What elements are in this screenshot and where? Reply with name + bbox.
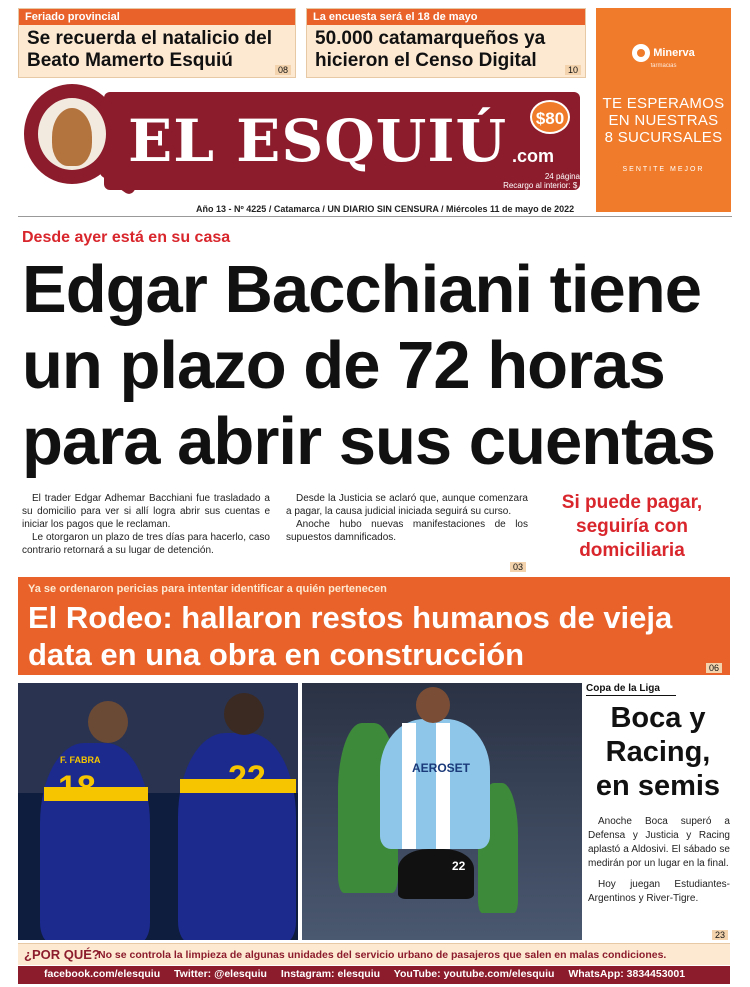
ad-brand-sub: farmacias [650, 63, 677, 69]
esquiu-figure-icon [52, 108, 92, 166]
jersey-number: 18 [58, 769, 96, 807]
surcharge: Recargo al interior: $ 2 [503, 181, 584, 190]
paragraph: Desde la Justicia se aclaró que, aunque comenzara a pagar, la causa judicial iniciada seguirá su curso. [286, 493, 528, 517]
paragraph: El trader Edgar Adhemar Bacchiani fue trasladado a su domicilio para ver si allí logra abrir sus cuentas e iniciar los pagos que le reclaman. [22, 493, 270, 530]
page-number: 08 [275, 65, 291, 75]
main-kicker: Desde ayer está en su casa [22, 229, 231, 246]
teaser-natalicio[interactable] [18, 8, 296, 78]
page-number: 23 [712, 930, 728, 940]
youtube-link[interactable]: YouTube: youtube.com/elesquiu [393, 968, 555, 980]
shorts-number: 22 [452, 859, 466, 873]
dateline: Año 13 - Nº 4225 / Catamarca / UN DIARIO SIN CENSURA / Miércoles 11 de mayo de 2022 [196, 204, 575, 214]
por-que-label: ¿POR QUÉ? [24, 947, 100, 962]
instagram-link[interactable]: Instagram: elesquiu [280, 968, 381, 980]
teaser-headline: Se recuerda el natalicio del Beato Mamerto Esquiú [27, 28, 272, 71]
rodeo-kicker: Ya se ordenaron pericias para intentar identificar a quién pertenecen [28, 583, 387, 595]
player-head [88, 701, 128, 743]
player-head [224, 693, 264, 735]
teaser-kicker: La encuesta será el 18 de mayo [307, 9, 585, 25]
shorts [398, 849, 474, 899]
jersey-stripe [436, 723, 450, 849]
main-body-col1 [22, 492, 270, 557]
boca-players-photo[interactable] [18, 683, 298, 940]
ad-tagline: SENTITE MEJOR [622, 166, 705, 173]
price-badge: $80 [530, 100, 570, 134]
page-info [503, 172, 584, 190]
ad-message: TE ESPERAMOS EN NUESTRAS 8 SUCURSALES [602, 95, 725, 146]
whatsapp-link[interactable]: WhatsApp: 3834453001 [568, 968, 686, 980]
por-que-text: No se controla la limpieza de algunas unidades del servicio urbano de pasajeros que salen en malas condiciones. [98, 949, 667, 961]
masthead-name[interactable]: EL ESQUIÚ [128, 107, 508, 175]
sports-headline[interactable]: Boca y Racing, en semis [595, 702, 721, 802]
player-name-label: F. FABRA [60, 755, 101, 765]
social-links-bar [18, 966, 730, 984]
racing-player-photo[interactable] [302, 683, 582, 940]
main-body-col2 [286, 492, 528, 544]
jersey-number: 22 [228, 759, 266, 797]
twitter-link[interactable]: Twitter: @elesquiu [174, 968, 267, 980]
ad-brand: Minerva [596, 44, 731, 62]
page-number: 10 [565, 65, 581, 75]
page-number: 06 [706, 663, 722, 673]
rodeo-headline: El Rodeo: hallaron restos humanos de vieja data en una obra en construcción [28, 600, 673, 672]
teaser-headline: 50.000 catamarqueños ya hicieron el Censo Digital [315, 28, 546, 71]
facebook-link[interactable]: facebook.com/elesquiu [44, 968, 161, 980]
paragraph: Anoche hubo nuevas manifestaciones de los supuestos damnificados. [286, 519, 528, 543]
page-count: 24 páginas [544, 172, 584, 181]
sponsor-text: AEROSET [412, 761, 471, 775]
player-head [416, 687, 450, 723]
minerva-logo-icon [632, 44, 650, 62]
page-number: 03 [510, 562, 526, 572]
masthead-domain: .com [512, 146, 555, 166]
sports-body [588, 815, 730, 913]
teaser-censo[interactable] [306, 8, 586, 78]
minerva-ad[interactable] [596, 8, 731, 212]
paragraph: Le otorgaron un plazo de tres días para hacerlo, caso contrario retornará a su lugar de detención. [22, 532, 270, 556]
paragraph: Anoche Boca superó a Defensa y Justicia y Racing aplastó a Aldosivi. El sábado se medirán por un lugar en la final. [588, 816, 730, 869]
teaser-kicker: Feriado provincial [19, 9, 295, 25]
masthead-q-logo-icon [24, 84, 120, 184]
rodeo-story[interactable] [18, 577, 730, 675]
paragraph: Hoy juegan Estudiantes-Argentinos y River-Tigre. [588, 879, 730, 904]
sports-category: Copa de la Liga [586, 683, 676, 696]
main-headline[interactable]: Edgar Bacchiani tiene un plazo de 72 horas para abrir sus cuentas [22, 252, 715, 479]
racing-player [380, 719, 490, 849]
jersey-stripe [402, 723, 416, 849]
divider [18, 216, 732, 217]
pull-quote: Si puede pagar, seguiría con domiciliaria [561, 492, 703, 561]
por-que-bar [18, 943, 730, 965]
